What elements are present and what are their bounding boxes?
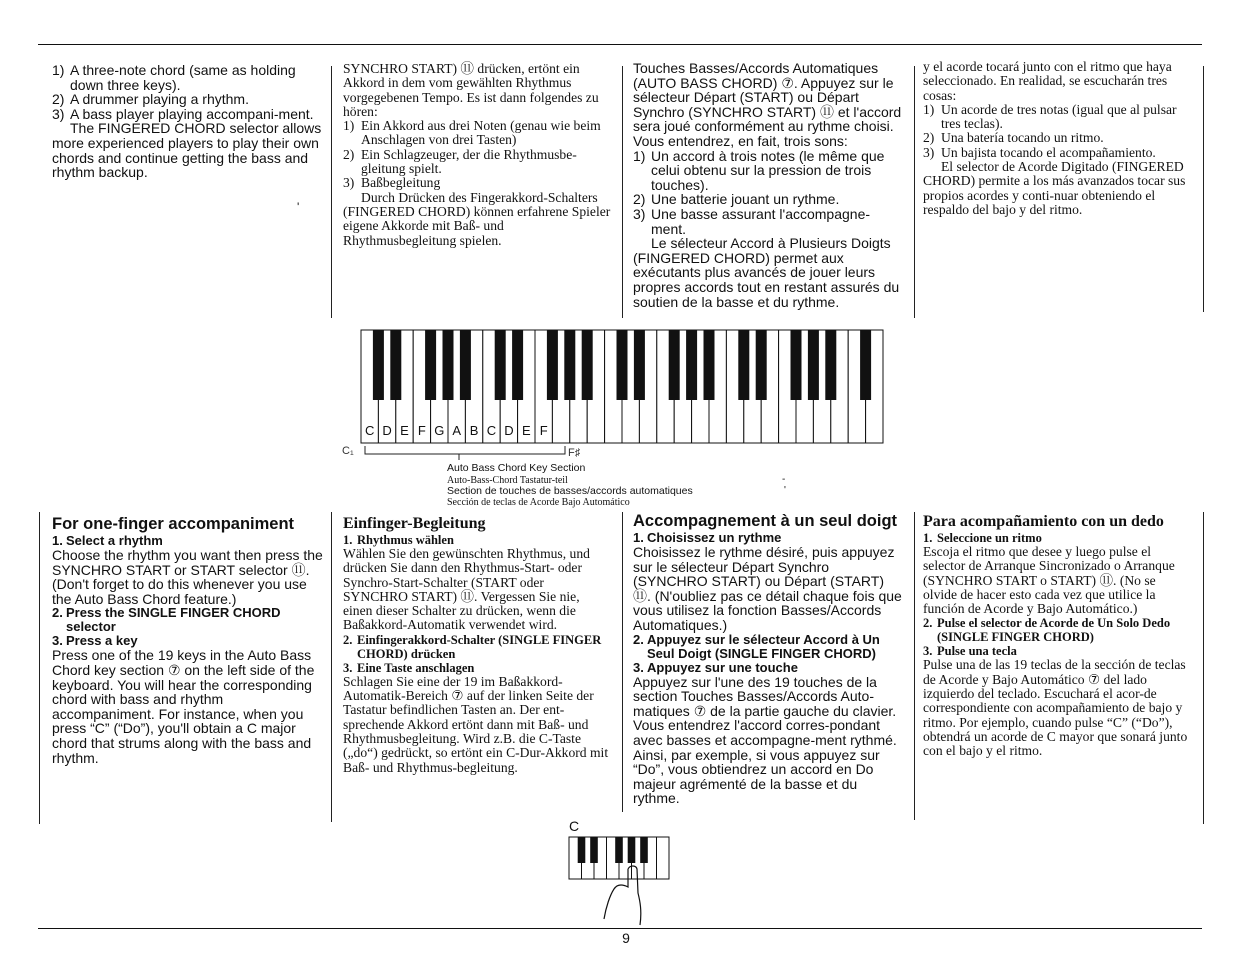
english-heading: For one-finger accompaniment	[52, 515, 295, 533]
stray-mark: '	[784, 485, 786, 496]
french-intro-column	[633, 61, 905, 309]
french-steps-column	[633, 513, 905, 806]
column-divider	[622, 512, 623, 812]
column-divider	[331, 512, 332, 822]
step-item: 1. Seleccione un ritmo	[923, 531, 1042, 545]
spanish-intro-column	[923, 60, 1193, 217]
list-item: 1) Ein Akkord aus drei Noten (genau wie beim Anschlagen von drei Tasten)	[343, 118, 601, 148]
list-item: 3) Baßbegleitung	[343, 175, 441, 191]
german-heading: Einfinger-Begleitung	[343, 515, 486, 532]
column-divider	[331, 66, 332, 318]
note-label: C	[486, 423, 497, 438]
german-intro-column	[343, 62, 611, 248]
column-divider	[914, 512, 915, 820]
keyboard-caption-fr: Section de touches de basses/accords automatiques	[447, 485, 693, 497]
note-label: C	[365, 423, 375, 438]
black-key	[460, 330, 471, 400]
note-label: E	[400, 423, 409, 438]
list-item: 3) Une basse assurant l'accompagne-ment.	[633, 205, 871, 237]
step-item: 2. Einfingerakkord-Schalter (SINGLE FINGER CHORD) drücken	[343, 632, 602, 661]
german-intro-text: SYNCHRO START) ⑪ drücken, ertönt ein Akkord in dem vom gewählten Rhythmus vorgegebenen Tempo. Es ist dann folgendes zu hören:	[343, 61, 599, 119]
black-key	[582, 330, 593, 400]
step-item: 3. Appuyez sur une touche	[633, 659, 798, 675]
step-item: 2. Press the SINGLE FINGER CHORD selector	[52, 605, 281, 635]
small-black-key	[640, 837, 648, 863]
note-label: F	[539, 423, 548, 438]
stray-mark: -	[782, 474, 786, 485]
step-body: Choisissez le rythme désiré, puis appuyez sur le sélecteur Départ Synchro (SYNCHRO START) ou Départ (START) ⑪. (N'oubliez pas ce détail chaque fois que vous utilisez la fonction Basses/Accords Automatiques.)	[633, 544, 902, 633]
list-item: 1) Un accord à trois notes (le même que celui obtenu sur la pression de trois touches).	[633, 147, 885, 193]
step-body: Press one of the 19 keys in the Auto Bass Chord key section ⑦ on the left side of the keyboard. You will hear the corresponding chord with bass and rhythm accompaniment. For instance, when you press “C” (“Do”), you'll obtain a C major chord that strums along with the bass and rhythm.	[52, 647, 315, 766]
step-item: 2. Pulse el selector de Acorde de Un Solo Dedo (SINGLE FINGER CHORD)	[923, 616, 1171, 645]
range-end-label: F♯	[568, 447, 581, 459]
spanish-intro-text: y el acorde tocará junto con el ritmo que haya seleccionado. En realidad, se escucharán tres cosas:	[923, 59, 1172, 103]
french-intro-text: Touches Basses/Accords Automatiques (AUTO BASS CHORD) ⑦. Appuyez sur le sélecteur Départ (START) ou Départ Synchro (SYNCHRO START) ⑪ et l'accord sera joué conformément au rythme choisi. Vous entendrez, en fait, trois sons:	[633, 60, 902, 149]
page-number: 9	[622, 930, 630, 946]
range-bracket	[365, 446, 565, 454]
range-start-label: C₁	[342, 445, 354, 457]
fingered-chord-paragraph: The FINGERED CHORD selector allows more experienced players to play their own chords and continue getting the bass and rhythm backup.	[52, 120, 322, 181]
english-intro-column	[52, 63, 324, 180]
french-heading: Accompagnement à un seul doigt	[633, 512, 898, 530]
list-item: 2) A drummer playing a rhythm.	[52, 91, 249, 108]
black-key	[564, 330, 575, 400]
black-key	[791, 330, 802, 400]
black-key	[512, 330, 523, 400]
black-keys	[373, 330, 871, 400]
black-key	[617, 330, 628, 400]
step-body: Choose the rhythm you want then press the SYNCHRO START or START selector ⑪. (Don't forget to do this whenever you use the Auto Bass Chord feature.)	[52, 547, 323, 607]
black-key	[808, 330, 819, 400]
bottom-rule	[38, 928, 1202, 929]
column-divider	[1203, 512, 1204, 824]
step-item: 3. Pulse una tecla	[923, 644, 1017, 659]
black-key	[373, 330, 384, 400]
step-item: 2. Appuyez sur le sélecteur Accord à Un Seul Doigt (SINGLE FINGER CHORD)	[633, 631, 880, 661]
note-label: A	[452, 423, 462, 438]
fingered-chord-paragraph: Durch Drücken des Fingerakkord-Schalters (FINGERED CHORD) können erfahrene Spieler eigene Akkorde mit Baß- und Rhythmusbegleitung spielen.	[343, 189, 611, 248]
stray-mark: '	[297, 200, 300, 214]
small-white-key	[657, 837, 670, 879]
list-item: 1) A three-note chord (same as holding down three keys).	[52, 62, 296, 93]
keyboard-caption-de: Auto-Bass-Chord Tastatur-teil	[447, 475, 568, 486]
fingered-chord-paragraph: Le sélecteur Accord à Plusieurs Doigts (FINGERED CHORD) permet aux exécutants plus avancés de jouer leurs propres accords tout en restant assurés du soutien de la basse et du rythme.	[633, 235, 900, 310]
spanish-heading: Para acompañamiento con un dedo	[923, 513, 1164, 530]
step-item: 3. Eine Taste anschlagen	[343, 660, 475, 675]
step-body: Pulse una de las 19 teclas de la sección de teclas de Acorde y Bajo Automático ⑦ del lado izquierdo del teclado. Escuchará el acor-de correspondiente con acompañamiento de bajo y ritmo. Por ejemplo, cuando pulse “C” (“Do”), obtendrá un acorde de C mayor que sonará junto con el bajo y el ritmo.	[923, 657, 1188, 759]
step-body: Escoja el ritmo que desee y luego pulse el selector de Arranque Sincronizado o Arranque (SYNCHRO START o START) ⑪. (No se olvide de hacer esto cada vez que utilice la función de Acorde y Bajo Automático.)	[923, 544, 1175, 617]
small-black-key	[615, 837, 623, 863]
note-label: B	[469, 423, 479, 438]
top-rule	[38, 44, 1202, 45]
note-label: E	[521, 423, 531, 438]
column-divider	[39, 512, 40, 824]
auto-bass-chord-keyboard-diagram	[342, 328, 890, 463]
step-item: 1. Select a rhythm	[52, 533, 163, 548]
spanish-steps-column	[923, 513, 1193, 759]
keyboard-caption-es: Sección de teclas de Acorde Bajo Automático	[447, 497, 630, 508]
small-black-key	[578, 837, 586, 863]
black-key	[756, 330, 767, 400]
column-divider	[622, 66, 623, 318]
finger-press-illustration	[566, 835, 676, 927]
list-item: 2) Une batterie jouant un rythme.	[633, 191, 840, 208]
list-item: 1) Un acorde de tres notas (igual que al pulsar tres teclas).	[923, 101, 1177, 132]
note-label: D	[382, 423, 392, 438]
black-key	[860, 330, 871, 400]
small-keyboard-label: C	[569, 818, 580, 834]
step-body: Appuyez sur l'une des 19 touches de la section Touches Basses/Accords Auto-matiques ⑦ de la partie gauche du clavier. Vous entendrez l'accord corres-pondant avec basses et accompagne-ment rythmé. Ainsi, par exemple, si vous appuyez sur “Do”, vous obtiendrez un accord en Do majeur agrémenté de la basse et du rythme.	[633, 673, 897, 807]
black-key	[390, 330, 401, 400]
small-black-key	[628, 837, 636, 863]
fingered-chord-paragraph: El selector de Acorde Digitado (FINGERED CHORD) permite a los más avanzados tocar sus propios acordes y conti-nuar obteniendo el respaldo del bajo y del ritmo.	[923, 159, 1186, 217]
black-key	[495, 330, 506, 400]
black-key	[547, 330, 558, 400]
column-divider	[914, 66, 915, 318]
black-key	[738, 330, 749, 400]
list-item: 2) Una batería tocando un ritmo.	[923, 130, 1104, 146]
english-steps-column	[52, 516, 324, 765]
black-key	[443, 330, 454, 400]
step-item: 3. Press a key	[52, 633, 138, 649]
step-item: 1. Rhythmus wählen	[343, 533, 454, 547]
black-key	[704, 330, 715, 400]
black-key	[634, 330, 645, 400]
german-steps-column	[343, 515, 611, 775]
step-item: 1. Choisissez un rythme	[633, 530, 782, 545]
step-body: Wählen Sie den gewünschten Rhythmus, und drücken Sie dann den Rhythmus-Start- oder Synchro-Start-Schalter (START oder SYNCHRO START) ⑪. Vergessen Sie nie, einen dieser Schalter zu drücken, wenn die Baßakkord-Automatik verwendet wird.	[343, 546, 590, 633]
note-label: D	[504, 423, 514, 438]
black-key	[425, 330, 436, 400]
black-key	[825, 330, 836, 400]
list-item: 2) Ein Schlagzeuger, der die Rhythmusbe-gleitung spielt.	[343, 146, 577, 177]
small-black-key	[590, 837, 598, 863]
note-label: F	[417, 423, 426, 438]
list-item: 3) Un bajista tocando el acompañamiento.	[923, 144, 1156, 160]
keyboard-caption-en: Auto Bass Chord Key Section	[447, 462, 586, 474]
black-key	[686, 330, 697, 400]
list-item: 3) A bass player playing accompani-ment.	[52, 105, 314, 122]
black-key	[669, 330, 680, 400]
note-label: G	[434, 423, 445, 438]
step-body: Schlagen Sie eine der 19 im Baßakkord-Automatik-Bereich ⑦ auf der linken Seite der Tastatur befindlichen Tasten an. Der ent-sprechende Akkord ertönt dann mit Baß- und Rhythmusbegleitung. Wird z.B. die C-Taste („do“) gedrückt, so ertönt ein C-Dur-Akkord mit Baß- und Rhythmus-begleitung.	[343, 673, 609, 775]
column-divider	[1203, 66, 1204, 312]
